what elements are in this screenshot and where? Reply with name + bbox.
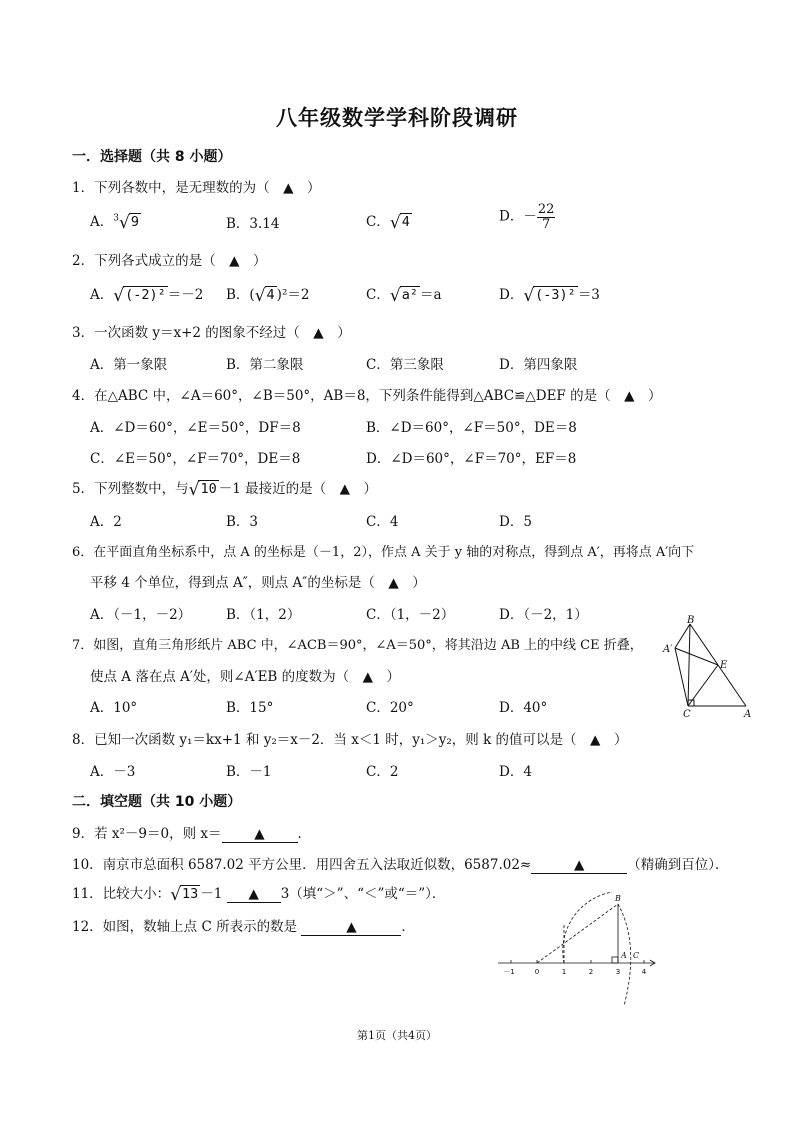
root-index: 3 — [113, 213, 119, 224]
tick-label: 0 — [534, 968, 540, 976]
q3-option-b: B．第二象限 — [226, 357, 304, 373]
q4-option-c: C．∠E＝50°，∠F＝70°，DE＝8 — [90, 451, 301, 467]
q6-option-b: B．（1，2） — [226, 607, 301, 623]
right-angle-mark — [612, 957, 618, 963]
expression-rest: )²＝2 — [276, 287, 310, 303]
q8-option-c: C．2 — [366, 764, 399, 780]
numerator: 22 — [537, 202, 555, 217]
question-12 — [72, 915, 415, 936]
option-label: C． — [366, 287, 390, 303]
q1-option-a — [90, 210, 141, 233]
stem-post: ． — [297, 826, 311, 842]
expression-rest: ＝－2 — [167, 287, 204, 303]
label-a: A — [621, 951, 627, 960]
section-heading-choice: 一．选择题（共 8 小题） — [72, 149, 232, 165]
q3-option-d: D．第四象限 — [499, 357, 578, 373]
q5-option-a: A．2 — [90, 514, 122, 530]
q8-option-b: B．－1 — [226, 764, 272, 780]
option-label: B．( — [226, 287, 255, 303]
radicand: 9 — [130, 214, 139, 230]
q3-option-a: A．第一象限 — [90, 357, 168, 373]
q6-option-c: C．（1，－2） — [366, 607, 455, 623]
option-label: A． — [90, 287, 114, 303]
label-e: E — [720, 660, 728, 671]
answer-blank[interactable]: ▲ — [227, 886, 281, 903]
q2-option-b — [226, 283, 309, 306]
question-2-stem: 2．下列各式成立的是（ ▲ ） — [72, 253, 267, 269]
question-9 — [72, 822, 311, 843]
radical-sign-icon: √ — [523, 286, 535, 306]
q7-triangle-figure — [658, 614, 758, 720]
radicand: 4 — [266, 287, 275, 303]
stem-pre: 11．比较大小： — [72, 886, 171, 902]
radicand: (-3)² — [535, 287, 576, 303]
q2-option-d — [499, 283, 600, 306]
question-7-line-2: 使点 A 落在点 A′处，则∠A′EB 的度数为（ ▲ ） — [90, 669, 401, 685]
q3-option-c: C．第三象限 — [366, 357, 444, 373]
page-title: 八年级数学学科阶段调研 — [276, 106, 518, 130]
radical-sign-icon: √ — [389, 286, 401, 306]
question-8-stem: 8．已知一次函数 y₁＝kx+1 和 y₂＝x－2．当 x＜1 时，y₁＞y₂，则 k 的值可以是（ ▲ ） — [72, 732, 628, 748]
tick-label: 4 — [641, 968, 647, 976]
q4-option-b: B．∠D＝60°，∠F＝50°，DE＝8 — [366, 420, 577, 436]
radicand: 13 — [182, 886, 199, 902]
tick-label: 3 — [615, 968, 621, 976]
question-5-stem — [72, 477, 377, 500]
segment-ca1 — [675, 648, 688, 706]
q1-option-c — [366, 210, 412, 233]
q7-option-b: B．15° — [226, 700, 274, 716]
q2-option-c — [366, 283, 442, 306]
q5-option-d: D．5 — [499, 514, 532, 530]
answer-blank[interactable]: ▲ — [531, 857, 627, 874]
q7-option-a: A．10° — [90, 700, 138, 716]
q7-option-c: C．20° — [366, 700, 414, 716]
option-label: D．－ — [499, 208, 537, 225]
segment-cb — [688, 624, 690, 706]
question-11 — [72, 882, 445, 905]
q8-option-d: D．4 — [499, 764, 532, 780]
answer-blank[interactable]: ▲ — [301, 919, 401, 936]
radical-sign-icon: √ — [113, 286, 125, 306]
stem-post: ． — [401, 919, 415, 935]
q4-option-a: A．∠D＝60°，∠E＝50°，DF＝8 — [90, 420, 301, 436]
option-label: D． — [499, 287, 524, 303]
radicand: a² — [401, 287, 418, 303]
q6-option-d: D．（－2，1） — [499, 607, 588, 623]
tick-label: 2 — [588, 968, 594, 976]
question-3-stem: 3．一次函数 y＝x+2 的图象不经过（ ▲ ） — [72, 325, 351, 341]
label-a: A — [744, 709, 752, 720]
radical-sign-icon: √ — [118, 213, 130, 233]
radicand: (-2)² — [125, 287, 166, 303]
question-4-stem: 4．在△ABC 中，∠A＝60°，∠B＝50°，AB＝8，下列条件能得到△ABC≌△DEF 的是（ ▲ ） — [72, 388, 662, 404]
page-footer: 第1页（共4页） — [357, 1029, 437, 1042]
q4-option-d: D．∠D＝60°，∠F＝70°，EF＝8 — [366, 451, 577, 467]
q5-option-b: B．3 — [226, 514, 259, 530]
option-label: A． — [90, 214, 114, 230]
stem-pre: 5．下列整数中，与 — [72, 481, 189, 497]
expression-rest: ＝3 — [577, 287, 600, 303]
question-10 — [72, 853, 728, 874]
segment-ob-dashed — [537, 904, 618, 963]
section-heading-fill-blank: 二．填空题（共 10 小题） — [72, 794, 242, 810]
q6-option-a: A．（－1，－2） — [90, 607, 192, 623]
tick-label: －1 — [503, 968, 515, 976]
q2-option-a — [90, 283, 203, 306]
radical-sign-icon: √ — [188, 480, 200, 500]
question-7-line-1: 7．如图，直角三角形纸片 ABC 中，∠ACB＝90°，∠A＝50°，将其沿边 AB 上的中线 CE 折叠， — [72, 638, 643, 653]
question-1-stem: 1．下列各数中，是无理数的为（ ▲ ） — [72, 180, 321, 196]
radical-sign-icon: √ — [254, 286, 266, 306]
q8-option-a: A．－3 — [90, 764, 136, 780]
q5-option-c: C．4 — [366, 514, 399, 530]
tick-label: 1 — [561, 968, 567, 976]
segment-a1e — [675, 648, 718, 665]
label-a-prime: A′ — [663, 644, 673, 655]
arc-upper — [563, 892, 612, 963]
denominator: 7 — [541, 216, 551, 232]
q1-option-b: B．3.14 — [226, 216, 280, 232]
label-b: B — [687, 615, 695, 626]
radicand: 10 — [200, 481, 217, 497]
radical-sign-icon: √ — [170, 885, 182, 905]
radicand: 4 — [401, 214, 410, 230]
label-c: C — [683, 709, 691, 720]
segment-a1b — [675, 624, 690, 648]
answer-blank[interactable]: ▲ — [222, 826, 298, 843]
q12-number-line-figure — [494, 884, 664, 1014]
stem-pre: 12．如图，数轴上点 C 所表示的数是 — [72, 919, 298, 935]
q1-option-d — [499, 203, 555, 231]
stem-post: （精确到百位）． — [627, 857, 729, 873]
question-6-line-1: 6．在平面直角坐标系中，点 A 的坐标是（－1，2），作点 A 关于 y 轴的对称点，得到点 A′，再将点 A′向下 — [72, 545, 695, 560]
option-label: C． — [366, 214, 390, 230]
stem-post: －1 最接近的是（ ▲ ） — [218, 481, 377, 497]
q7-option-d: D．40° — [499, 700, 548, 716]
question-6-line-2: 平移 4 个单位，得到点 A″，则点 A″的坐标是（ ▲ ） — [90, 575, 426, 591]
expression-rest: ＝a — [419, 287, 442, 303]
label-c: C — [633, 951, 640, 960]
fraction — [537, 203, 556, 231]
label-b: B — [615, 894, 621, 903]
stem-mid: －1 — [200, 886, 223, 902]
radical-sign-icon: √ — [389, 213, 401, 233]
stem-pre: 10．南京市总面积 6587.02 平方公里．用四舍五入法取近似数，6587.02≈ — [72, 857, 532, 873]
stem-post: 3（填“＞”、“＜”或“＝”）． — [280, 886, 446, 902]
stem-pre: 9．若 x²－9＝0，则 x＝ — [72, 826, 222, 842]
